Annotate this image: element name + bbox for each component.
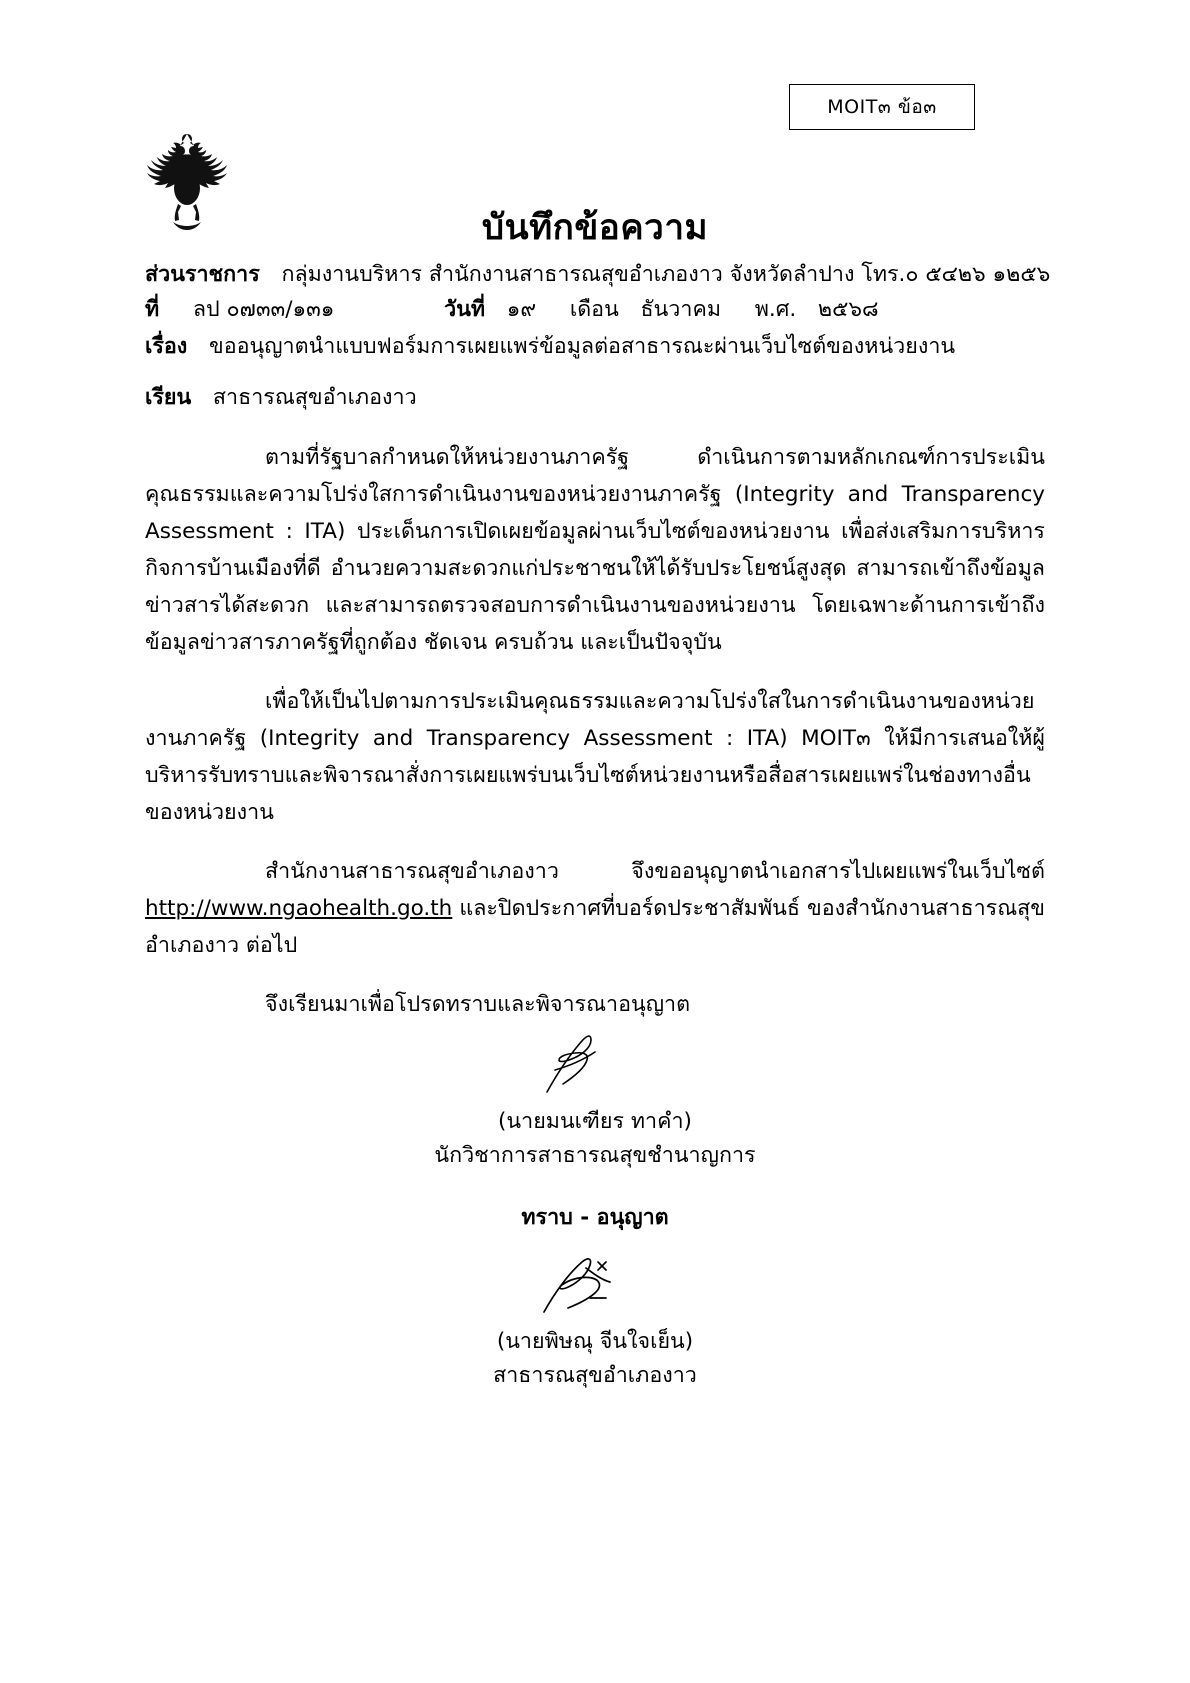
- header-fields: [145, 258, 1051, 416]
- website-link[interactable]: http://www.ngaohealth.go.th: [145, 895, 453, 921]
- signature-position-second: สาธารณสุขอำเภองาว: [493, 1363, 697, 1389]
- field-date-value: ๑๙: [506, 296, 537, 322]
- field-to-value: สาธารณสุขอำเภองาว: [212, 385, 417, 411]
- field-agency-label: ส่วนราชการ: [145, 262, 260, 287]
- field-year-value: ๒๕๖๘: [817, 296, 879, 322]
- field-reference-label: ที่: [145, 296, 160, 322]
- field-subject-value: ขออนุญาตนำแบบฟอร์มการเผยแพร่ข้อมูลต่อสาธารณะผ่านเว็บไซต์ของหน่วยงาน: [209, 333, 956, 359]
- field-month-label: เดือน: [569, 296, 619, 322]
- signature-name-second: (นายพิษณุ จีนใจเย็น): [496, 1329, 694, 1354]
- field-reference-value: ลป ๐๗๓๓/๑๓๑: [192, 296, 335, 322]
- signature-block-second: [0, 1325, 1190, 1394]
- field-agency: [145, 258, 1051, 293]
- field-subject-label: เรื่อง: [145, 333, 188, 359]
- signature-name-first: (นายมนเฑียร ทาคำ): [498, 1109, 692, 1134]
- field-to-label: เรียน: [145, 385, 192, 411]
- document-title: บันทึกข้อความ: [481, 208, 709, 248]
- moit-reference-label: MOIT๓ ข้อ๓: [827, 96, 937, 118]
- field-reference-date: [145, 293, 1045, 328]
- document-body: [145, 440, 1045, 1046]
- body-closing: จึงเรียนมาเพื่อโปรดทราบและพิจารณาอนุญาต: [265, 991, 691, 1017]
- moit-reference-box: [789, 84, 975, 130]
- field-agency-value: กลุ่มงานบริหาร สำนักงานสาธารณสุขอำเภองาว จังหวัดลำปาง โทร.๐ ๕๔๒๖ ๑๒๕๖: [281, 262, 1051, 287]
- signature-position-first: นักวิชาการสาธารณสุขชำนาญการ: [434, 1143, 756, 1169]
- signature-mark-first: [0, 1026, 1190, 1106]
- body-paragraph-1: ตามที่รัฐบาลกำหนดให้หน่วยงานภาครัฐ ดำเนินการตามหลักเกณฑ์การประเมินคุณธรรมและความโปร่งใสการดำเนินงานของหน่วยงานภาครัฐ (Integrity and Transparency Assessment : ITA) ประเด็นการเปิดเผยข้อมูลผ่านเว็บไซต์ของหน่วยงาน เพื่อส่งเสริมการบริหารกิจการบ้านเมืองที่ดี อำนวยความสะดวกแก่ประชาชนให้ได้รับประโยชน์สูงสุด สามารถเข้าถึงข้อมูลข่าวสารได้สะดวก และสามารถตรวจสอบการดำเนินงานของหน่วยงาน โดยเฉพาะด้านการเข้าถึงข้อมูลข่าวสารภาครัฐที่ถูกต้อง ชัดเจน ครบถ้วน และเป็นปัจจุบัน: [145, 445, 1045, 655]
- field-year-label: พ.ศ.: [754, 296, 797, 322]
- body-paragraph-3: [145, 854, 1045, 965]
- approval-label: ทราบ - อนุญาต: [521, 1205, 669, 1230]
- field-month-value: ธันวาคม: [640, 296, 722, 322]
- body-paragraph-3-before: สำนักงานสาธารณสุขอำเภองาว จึงขออนุญาตนำเอกสารไปเผยแพร่ในเว็บไซต์: [265, 858, 1045, 884]
- body-paragraph-3-after: และปิดประกาศที่บอร์ดประชาสัมพันธ์ ของสำนักงานสาธารณสุขอำเภองาว ต่อไป: [145, 895, 1045, 958]
- field-subject: [145, 330, 1045, 365]
- field-date-label: วันที่: [444, 296, 486, 322]
- field-to: [145, 381, 1045, 416]
- body-paragraph-2: เพื่อให้เป็นไปตามการประเมินคุณธรรมและความโปร่งใสในการดำเนินงานของหน่วยงานภาครัฐ (Integrity and Transparency Assessment : ITA) MOIT๓ ให้มีการเสนอให้ผู้บริหารรับทราบและพิจารณาสั่งการเผยแพร่บนเว็บไซต์หน่วยงานหรือสื่อสารเผยแพร่ในช่องทางอื่นของหน่วยงาน: [145, 688, 1045, 825]
- signature-mark-second: [0, 1248, 1190, 1328]
- signature-block-first: [0, 1105, 1190, 1174]
